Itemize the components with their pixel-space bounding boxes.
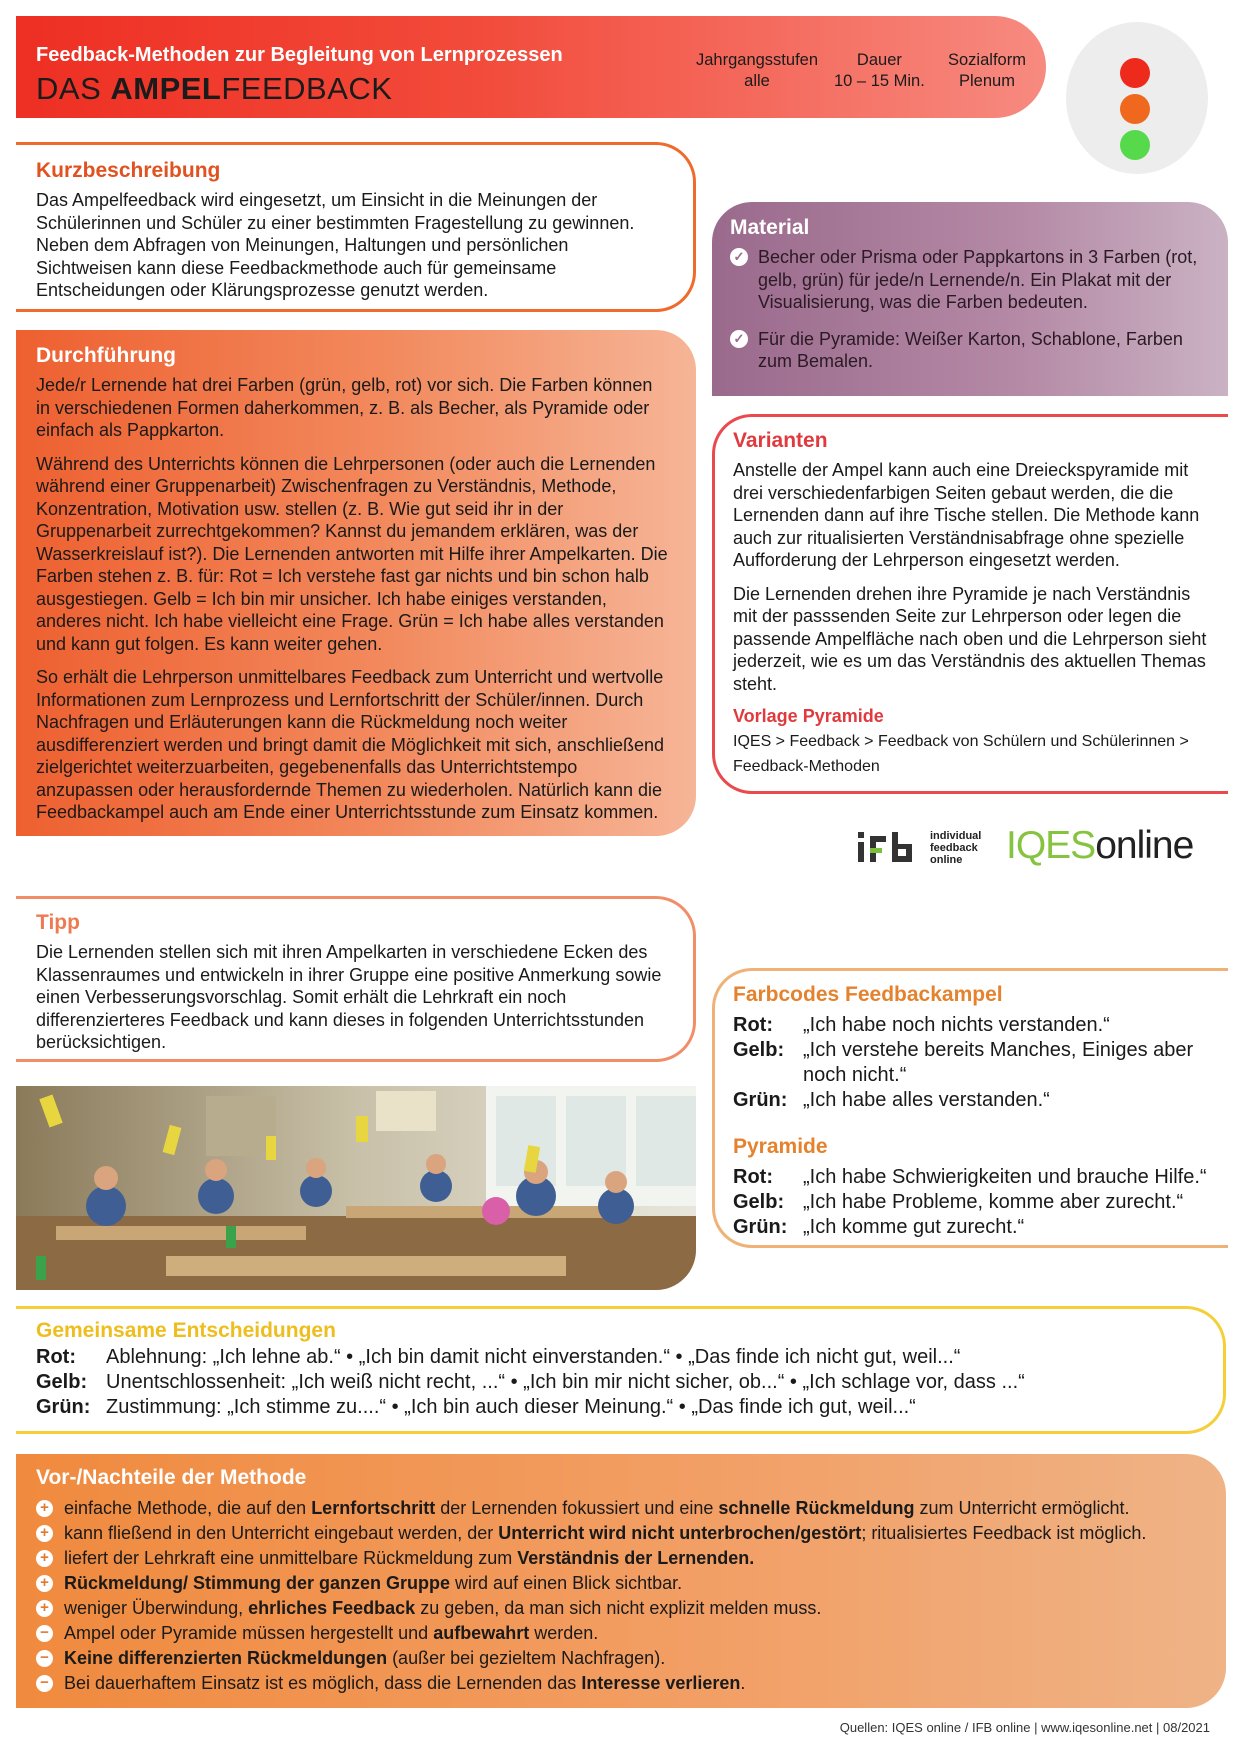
ifb-logo-icon bbox=[856, 828, 924, 868]
item-text: Bei dauerhaftem Einsatz ist es möglich, dass die Lernenden das bbox=[64, 1673, 582, 1693]
title-pre: DAS bbox=[36, 71, 111, 106]
vorlage-path: IQES > Feedback > Feedback von Schülern und Schülerinnen > Feedback-Methoden bbox=[733, 733, 1189, 775]
item-text: einfache Methode, die auf den bbox=[64, 1498, 312, 1518]
traffic-light-icon bbox=[1066, 22, 1208, 174]
gemein-key: Gelb: bbox=[36, 1371, 88, 1393]
meta-sozialform bbox=[948, 50, 1026, 92]
item-bold: Unterricht wird nicht unterbrochen/gestört bbox=[498, 1523, 862, 1543]
pyramide-value: „Ich habe Schwierigkeiten und brauche Hilfe.“ bbox=[803, 1166, 1207, 1188]
meta-value: Plenum bbox=[959, 72, 1015, 90]
item-text: ; ritualisiertes Feedback ist möglich. bbox=[861, 1523, 1147, 1543]
meta-label: Dauer bbox=[856, 51, 902, 69]
meta-jahrgang bbox=[696, 50, 818, 92]
durchfuehrung-p1: Jede/r Lernende hat drei Farben (grün, gelb, rot) vor sich. Die Farben können in verschiedenen Formen daherkommen, z. B. als Becher, als Pyramide oder einfach als Pappkarton. bbox=[36, 375, 653, 440]
gemein-key: Rot: bbox=[36, 1346, 76, 1368]
varianten-p2: Die Lernenden drehen ihre Pyramide je nach Verständnis mit der passsenden Seite zur Lehrperson oder legen die passende Ampelfläche nach oben und die Lehrperson sieht jederzeit, wie es um das Verständnis des aktuellen Themas steht. bbox=[733, 583, 1207, 694]
list-item bbox=[36, 1571, 1206, 1596]
list-item bbox=[36, 1496, 1206, 1521]
gemein-value: Zustimmung: „Ich stimme zu....“ • „Ich bin auch dieser Meinung.“ • „Das finde ich gut, weil...“ bbox=[106, 1396, 916, 1418]
farbcode-row-rot bbox=[733, 1013, 1208, 1038]
pyramide-key: Grün: bbox=[733, 1216, 788, 1238]
title-bold: AMPEL bbox=[110, 71, 222, 106]
minus-icon: − bbox=[36, 1650, 53, 1667]
item-bold: Rückmeldung/ Stimmung der ganzen Gruppe bbox=[64, 1573, 451, 1593]
vor-nachteile-box bbox=[16, 1454, 1226, 1708]
material-box bbox=[712, 202, 1228, 396]
minus-icon: − bbox=[36, 1675, 53, 1692]
pyramide-key: Rot: bbox=[733, 1166, 773, 1188]
list-item bbox=[36, 1646, 1206, 1671]
meta-dauer bbox=[834, 50, 925, 92]
item-bold: Verständnis der Lernenden. bbox=[517, 1548, 755, 1568]
list-item bbox=[36, 1546, 1206, 1571]
tipp-title: Tipp bbox=[36, 911, 80, 934]
item-bold: Lernfortschritt bbox=[311, 1498, 436, 1518]
material-item bbox=[730, 246, 1208, 314]
durchfuehrung-p3: So erhält die Lehrperson unmittelbares Feedback zum Unterricht und wertvolle Informationen zum Lernprozess und Lernfortschritt der Schüler/innen. Durch Nachfragen und Erläuterungen kann die Rückmeldung noch weiter ausdifferenziert werden und bringt damit die Möglichkeit mit sich, anschließend zielgerichtet weiterzuarbeiten, gegebenenfalls das Unterrichtstempo anzupassen oder herausfordernde Themen zu wiederholen. Natürlich kann die Feedbackampel auch am Ende einer Unterrichtsstunde zum Einsatz kommen. bbox=[36, 667, 664, 822]
material-item-text: Für die Pyramide: Weißer Karton, Schablone, Farben zum Bemalen. bbox=[758, 328, 1183, 371]
meta-value: alle bbox=[744, 72, 770, 90]
item-text: werden. bbox=[529, 1623, 599, 1643]
plus-icon: + bbox=[36, 1550, 53, 1567]
item-text: weniger Überwindung, bbox=[64, 1598, 249, 1618]
gemein-value: Unentschlossenheit: „Ich weiß nicht recht, ...“ • „Ich bin mir nicht sicher, ob...“ • „Ich schlage vor, dass ...“ bbox=[106, 1371, 1025, 1393]
tipp-text: Die Lernenden stellen sich mit ihren Ampelkarten in verschiedene Ecken des Klassenraumes und entwickeln in ihrer Gruppe eine positive Anmerkung sowie einen Verbesserungsvorschlag. Somit erhält die Lehrkraft ein noch differenzierteres Feedback und kann dieses in folgenden Unterrichtsstunden berücksichtigen. bbox=[36, 942, 662, 1052]
meta-label: Jahrgangsstufen bbox=[696, 51, 819, 69]
farbcodes-box bbox=[712, 968, 1228, 1248]
classroom-photo bbox=[16, 1086, 696, 1290]
item-text: zu geben, da man sich nicht explizit melden muss. bbox=[415, 1598, 822, 1618]
pyramide-title: Pyramide bbox=[733, 1135, 828, 1158]
minus-icon: − bbox=[36, 1625, 53, 1642]
gemein-key: Grün: bbox=[36, 1396, 91, 1418]
check-icon: ✓ bbox=[730, 248, 748, 266]
farbcode-key: Grün: bbox=[733, 1089, 788, 1111]
tipp-box bbox=[16, 896, 696, 1062]
meta-label: Sozialform bbox=[948, 51, 1026, 69]
list-item bbox=[36, 1596, 1206, 1621]
gemein-row-gruen bbox=[36, 1395, 1203, 1420]
farbcode-key: Rot: bbox=[733, 1014, 773, 1036]
gemeinsame-entscheidungen-box bbox=[16, 1306, 1226, 1434]
item-text: zum Unterricht ermöglicht. bbox=[914, 1498, 1130, 1518]
pyramide-row-gelb bbox=[733, 1190, 1208, 1215]
page-title bbox=[36, 71, 392, 107]
vorlage-title: Vorlage Pyramide bbox=[733, 706, 884, 726]
check-icon: ✓ bbox=[730, 330, 748, 348]
kurzbeschreibung-text: Das Ampelfeedback wird eingesetzt, um Einsicht in die Meinungen der Schülerinnen und Schüler zu einer bestimmten Fragestellung zu gewinnen. Neben dem Abfragen von Meinungen, Haltungen und persönlichen Sichtweisen kann diese Feedbackmethode auch für gemeinsame Entscheidungen oder Klärungsprozesse genutzt werden. bbox=[36, 190, 635, 300]
farbcode-value: „Ich habe alles verstanden.“ bbox=[803, 1089, 1050, 1111]
gemein-title: Gemeinsame Entscheidungen bbox=[36, 1319, 336, 1342]
red-lamp-icon bbox=[1120, 58, 1150, 88]
ifb-logo-text: individual feedback online bbox=[930, 830, 982, 866]
plus-icon: + bbox=[36, 1500, 53, 1517]
varianten-box bbox=[712, 414, 1228, 794]
item-text: Ampel oder Pyramide müssen hergestellt und bbox=[64, 1623, 434, 1643]
kurzbeschreibung-box bbox=[16, 142, 696, 312]
gemein-value: Ablehnung: „Ich lehne ab.“ • „Ich bin damit nicht einverstanden.“ • „Das finde ich nicht gut, weil...“ bbox=[106, 1346, 961, 1368]
material-item bbox=[730, 328, 1208, 373]
pyramide-row-gruen bbox=[733, 1215, 1208, 1240]
material-item-text: Becher oder Prisma oder Pappkartons in 3 Farben (rot, gelb, grün) für jede/n Lernende/n. Ein Plakat mit der Visualisierung, was die Farben bedeuten. bbox=[758, 247, 1198, 312]
varianten-p1: Anstelle der Ampel kann auch eine Dreieckspyramide mit drei verschiedenfarbigen Seiten gebaut werden, die die Lernenden dann auf ihre Tische stellen. Die Methode kann auch zur ritualisierten Verständnisabfrage ohne spezielle Aufforderung der Lehrperson eingesetzt werden. bbox=[733, 460, 1200, 570]
item-bold: Keine differenzierten Rückmeldungen bbox=[64, 1648, 388, 1668]
farbcode-value: „Ich habe noch nichts verstanden.“ bbox=[803, 1014, 1110, 1036]
meta-value: 10 – 15 Min. bbox=[834, 72, 925, 90]
footer-sources: Quellen: IQES online / IFB online | www.iqesonline.net | 08/2021 bbox=[839, 1720, 1210, 1735]
item-text: kann fließend in den Unterricht eingebaut werden, der bbox=[64, 1523, 499, 1543]
iqes-logo bbox=[1006, 824, 1193, 868]
farbcode-value: „Ich verstehe bereits Manches, Einiges aber noch nicht.“ bbox=[803, 1039, 1194, 1086]
item-text: . bbox=[740, 1673, 746, 1693]
item-text: der Lernenden fokussiert und eine bbox=[435, 1498, 719, 1518]
item-bold: Interesse verlieren bbox=[581, 1673, 741, 1693]
kurzbeschreibung-title: Kurzbeschreibung bbox=[36, 159, 221, 182]
logos bbox=[856, 822, 1216, 878]
pyramide-row-rot bbox=[733, 1165, 1208, 1190]
vor-title: Vor-/Nachteile der Methode bbox=[36, 1466, 307, 1489]
pyramide-key: Gelb: bbox=[733, 1191, 785, 1213]
header-subtitle: Feedback-Methoden zur Begleitung von Lernprozessen bbox=[36, 44, 563, 66]
gemein-row-gelb bbox=[36, 1370, 1203, 1395]
list-item bbox=[36, 1521, 1206, 1546]
item-bold: aufbewahrt bbox=[433, 1623, 530, 1643]
item-text: liefert der Lehrkraft eine unmittelbare Rückmeldung zum bbox=[64, 1548, 518, 1568]
farbcodes-title: Farbcodes Feedbackampel bbox=[733, 983, 1003, 1006]
material-title: Material bbox=[730, 216, 810, 239]
durchfuehrung-p2: Während des Unterrichts können die Lehrpersonen (oder auch die Lernenden während einer Gruppenarbeit) Zwischenfragen zu Verständnis, Methode, Konzentration, Motivation usw. stellen (z. B. Wie gut seid ihr in der Gruppenarbeit zurrechtgekommen? Kannst du jemandem erklären, was der Wasserkreislauf ist?). Die Lernenden antworten mit Hilfe ihrer Ampelkarten. Die Farben stehen z. B. für: Rot = Ich verstehe fast gar nichts und bin schon halb ausgestiegen. Gelb = Ich bin mir unsicher. Ich habe einiges verstanden, anderes nicht. Ich habe vielleicht eine Frage. Grün = Ich habe alles verstanden und kann gut folgen. Es kann weiter gehen. bbox=[36, 453, 668, 654]
item-text: wird auf einen Blick sichtbar. bbox=[450, 1573, 683, 1593]
gemein-row-rot bbox=[36, 1345, 1203, 1370]
iqes-logo-light: IQES bbox=[1006, 824, 1096, 867]
farbcode-row-gelb bbox=[733, 1038, 1208, 1088]
list-item bbox=[36, 1671, 1206, 1696]
farbcode-row-gruen bbox=[733, 1088, 1208, 1113]
orange-lamp-icon bbox=[1120, 94, 1150, 124]
pyramide-value: „Ich habe Probleme, komme aber zurecht.“ bbox=[803, 1191, 1184, 1213]
item-bold: schnelle Rückmeldung bbox=[718, 1498, 915, 1518]
farbcode-key: Gelb: bbox=[733, 1039, 785, 1061]
plus-icon: + bbox=[36, 1525, 53, 1542]
item-text: (außer bei gezieltem Nachfragen). bbox=[387, 1648, 666, 1668]
plus-icon: + bbox=[36, 1600, 53, 1617]
pyramide-value: „Ich komme gut zurecht.“ bbox=[803, 1216, 1025, 1238]
plus-icon: + bbox=[36, 1575, 53, 1592]
durchfuehrung-title: Durchführung bbox=[36, 344, 176, 367]
item-bold: ehrliches Feedback bbox=[248, 1598, 416, 1618]
header-banner bbox=[16, 16, 1046, 118]
varianten-title: Varianten bbox=[733, 429, 828, 452]
vor-list bbox=[36, 1496, 1206, 1696]
title-post: FEEDBACK bbox=[221, 71, 393, 106]
durchfuehrung-box bbox=[16, 330, 696, 836]
iqes-logo-dark: online bbox=[1095, 824, 1194, 867]
list-item bbox=[36, 1621, 1206, 1646]
green-lamp-icon bbox=[1120, 130, 1150, 160]
